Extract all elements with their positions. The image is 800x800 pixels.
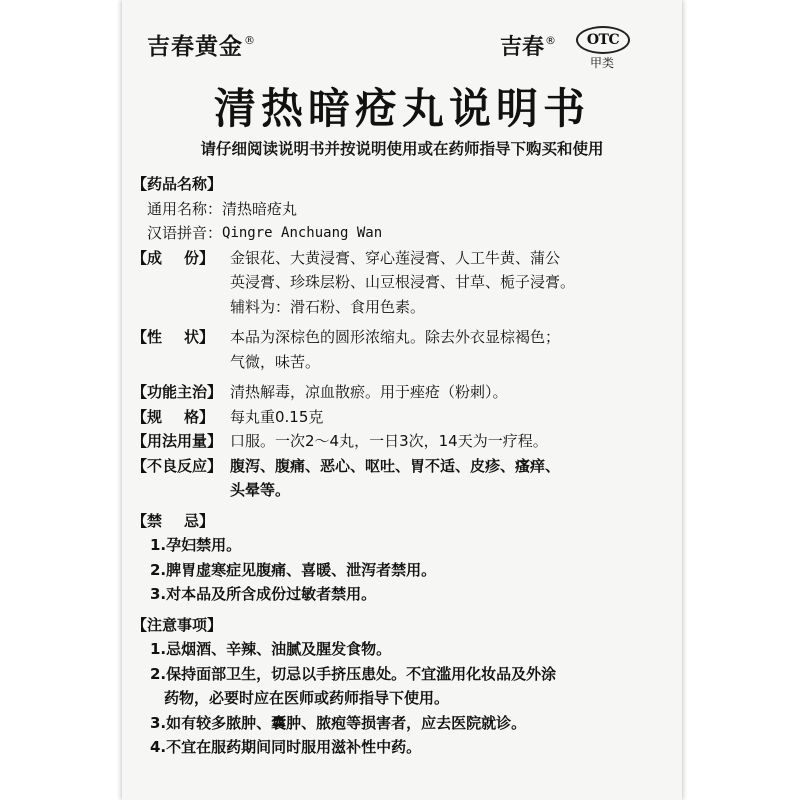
adverse-line: 腹泻、腹痛、恶心、呕吐、胃不适、皮疹、瘙痒、 <box>230 456 561 475</box>
adverse-row <box>132 454 672 503</box>
precautions-heading: 【注意事项】 <box>132 615 223 634</box>
leaflet-header <box>122 24 682 70</box>
otc-badge: OTC <box>576 26 630 54</box>
contraindications-heading: 【禁 忌】 <box>132 511 214 530</box>
spec-label: 【规 格】 <box>132 407 214 426</box>
brand-left-text: 吉春黄金 <box>147 33 243 60</box>
brand-logo-left <box>147 28 256 61</box>
precaution-item-continued: 药物，必要时应在医师或药师指导下使用。 <box>164 689 450 707</box>
adverse-line: 头晕等。 <box>230 481 291 499</box>
precaution-item: 3.如有较多脓肿、囊肿、脓疱等损害者，应去医院就诊。 <box>150 713 527 732</box>
composition-line: 英浸膏、珍珠层粉、山豆根浸膏、甘草、栀子浸膏。 <box>230 273 576 291</box>
registered-mark-right: ® <box>545 34 557 47</box>
dosage-row <box>132 429 672 454</box>
drug-name-heading: 【药品名称】 <box>132 175 223 193</box>
properties-value <box>230 325 672 374</box>
indications-row <box>132 380 672 405</box>
properties-line: 气微，味苦。 <box>230 352 321 371</box>
pinyin-value: Qingre Anchuang Wan <box>222 225 383 241</box>
properties-row <box>132 325 672 374</box>
indications-label: 【功能主治】 <box>132 383 223 401</box>
adverse-label: 【不良反应】 <box>132 456 223 475</box>
indications-value: 清热解毒，凉血散瘀。用于痤疮（粉刺）。 <box>230 383 508 401</box>
usage-notice: 请仔细阅读说明书并按说明使用或在药师指导下购买和使用 <box>200 140 604 158</box>
precaution-item: 4.不宜在服药期间同时服用滋补性中药。 <box>150 738 422 756</box>
brand-logo-right <box>500 30 556 61</box>
composition-label: 【成 份】 <box>132 248 214 267</box>
contraindication-item: 2.脾胃虚寒症见腹痛、喜暖、泄泻者禁用。 <box>150 560 437 579</box>
composition-row <box>132 246 672 320</box>
leaflet-content <box>132 172 672 760</box>
precaution-item: 1.忌烟酒、辛辣、油腻及腥发食物。 <box>150 640 392 658</box>
contraindication-item: 1.孕妇禁用。 <box>150 536 242 554</box>
spec-value: 每丸重0.15克 <box>230 407 324 426</box>
pinyin-row <box>132 221 672 246</box>
properties-label: 【性 状】 <box>132 328 214 346</box>
adverse-value <box>230 454 672 503</box>
generic-name-row <box>132 197 672 222</box>
precaution-item: 2.保持面部卫生，切忌以手挤压患处。不宜滥用化妆品及外涂 <box>150 664 557 683</box>
spec-row <box>132 405 672 430</box>
generic-name-label: 通用名称： <box>147 199 223 218</box>
properties-line: 本品为深棕色的圆形浓缩丸。除去外衣显棕褐色； <box>230 328 561 346</box>
composition-value <box>230 246 672 320</box>
composition-line: 辅料为：滑石粉、食用色素。 <box>230 297 426 316</box>
dosage-value: 口服。一次2～4丸，一日3次，14天为一疗程。 <box>230 432 548 450</box>
contraindication-item: 3.对本品及所含成份过敏者禁用。 <box>150 585 377 603</box>
composition-line: 金银花、大黄浸膏、穿心莲浸膏、人工牛黄、蒲公 <box>230 248 561 267</box>
otc-class-label: 甲类 <box>590 56 615 70</box>
brand-right-text: 吉春 <box>500 35 545 60</box>
pinyin-label: 汉语拼音： <box>147 224 223 242</box>
generic-name-value: 清热暗疮丸 <box>222 199 298 218</box>
leaflet-title: 清热暗疮丸说明书 <box>213 84 590 133</box>
registered-mark-left: ® <box>244 34 256 47</box>
dosage-label: 【用法用量】 <box>132 432 223 450</box>
leaflet-paper <box>122 0 682 800</box>
